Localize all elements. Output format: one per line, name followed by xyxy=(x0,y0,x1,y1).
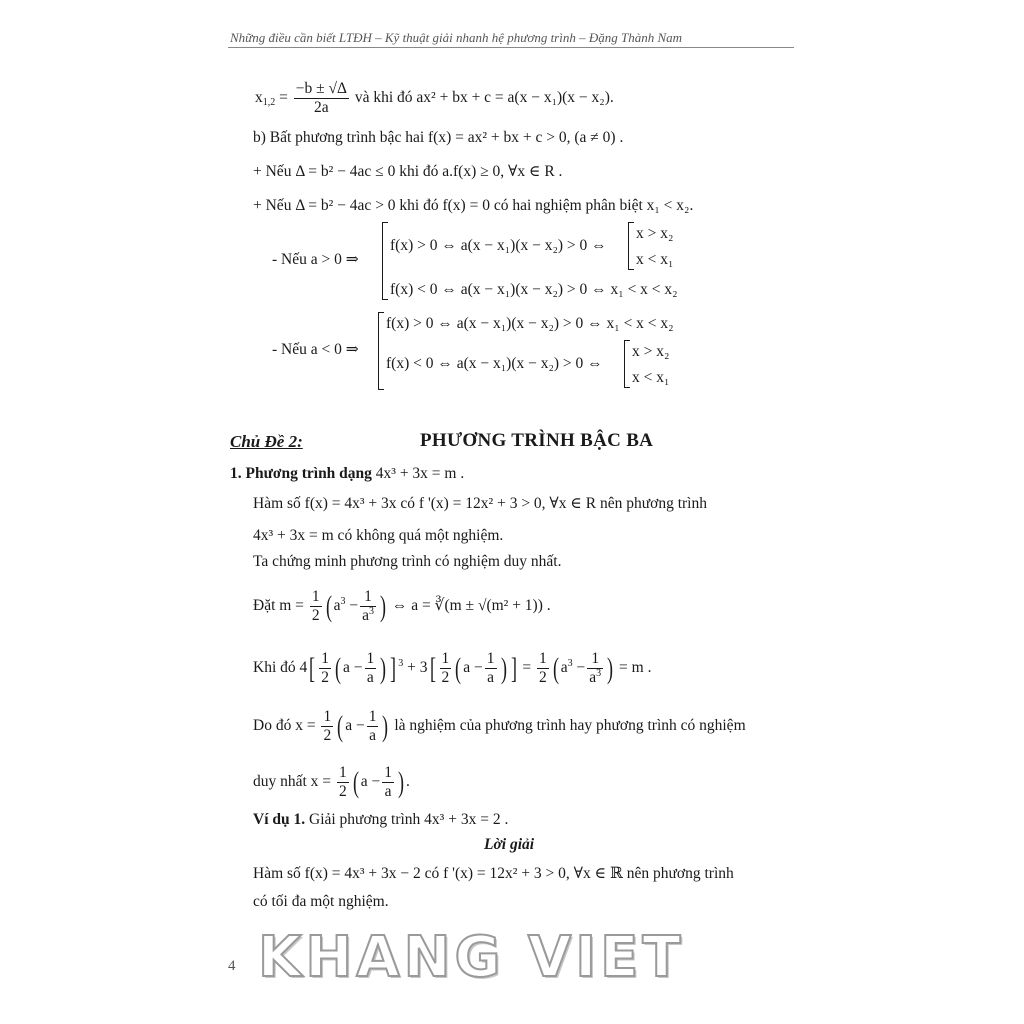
a-negative-bracket xyxy=(378,312,384,390)
verification-prefix: Khi đó xyxy=(253,659,296,677)
a-positive-case2: x < x₁ xyxy=(636,251,674,268)
a-negative-label: - Nếu a < 0 ⇒ xyxy=(272,341,359,358)
roots-numerator: −b ± √Δ xyxy=(295,80,347,97)
a-positive-row1: f(x) > 0 ⇔ a(x − x₁)(x − x₂) > 0 ⇔ xyxy=(390,237,607,254)
unique-solution-prefix: duy nhất x = xyxy=(253,773,332,791)
a-positive-inner-bracket xyxy=(628,222,634,270)
example-label: Ví dụ 1. xyxy=(253,811,306,828)
part1-paragraph3: Ta chứng minh phương trình có nghiệm duy nhất. xyxy=(253,553,562,570)
part1-heading: 1. Phương trình dạng xyxy=(230,465,372,482)
roots-fraction xyxy=(294,80,349,117)
roots-denominator: 2a xyxy=(314,99,329,116)
solution-line1: Hàm số f(x) = 4x³ + 3x − 2 có f '(x) = 12x² + 3 > 0, ∀x ∈ ℝ nên phương trình xyxy=(253,865,734,882)
part1-heading-equation: 4x³ + 3x = m . xyxy=(375,465,465,482)
unique-solution-line: duy nhất x = $\frac{1}{2}$ ( a − $\frac{1}{a}$ ) . xyxy=(253,764,410,800)
conclusion-prefix: Do đó x = xyxy=(253,717,316,735)
publisher-watermark: KHANG VIET xyxy=(258,925,685,990)
substitution-prefix: Đặt m = xyxy=(253,597,304,615)
roots-formula-line xyxy=(255,80,614,117)
section-label: Chủ Đề 2: xyxy=(230,432,303,451)
a-negative-row2: f(x) < 0 ⇔ a(x − x₁)(x − x₂) > 0 ⇔ xyxy=(386,355,603,372)
conclusion-text: là nghiệm của phương trình hay phương trình có nghiệm xyxy=(394,717,746,735)
a-negative-row1: f(x) > 0 ⇔ a(x − x₁)(x − x₂) > 0 ⇔ x₁ < x < x₂ xyxy=(386,315,674,332)
solution-line2: có tối đa một nghiệm. xyxy=(253,893,389,910)
unique-solution-end: . xyxy=(405,773,410,791)
a-positive-label: - Nếu a > 0 ⇒ xyxy=(272,251,359,268)
page-number: 4 xyxy=(228,958,236,974)
part1-heading-line xyxy=(230,464,464,484)
a-negative-inner-bracket xyxy=(624,340,630,388)
case-delta-positive: + Nếu Δ = b² − 4ac > 0 khi đó f(x) = 0 có hai nghiệm phân biệt x₁ < x₂. xyxy=(253,197,694,214)
inverse-cube-fraction: $\frac{1}{a^3}$ xyxy=(362,588,374,624)
a-negative-case1: x > x₂ xyxy=(632,343,670,360)
header-rule xyxy=(228,47,794,48)
solution-title: Lời giải xyxy=(484,836,535,853)
part1-paragraph2: 4x³ + 3x = m có không quá một nghiệm. xyxy=(253,527,504,544)
half-fraction: $\frac{1}{2}$ xyxy=(311,588,320,624)
part1-paragraph1: Hàm số f(x) = 4x³ + 3x có f '(x) = 12x² + 3 > 0, ∀x ∈ R nên phương trình xyxy=(253,495,707,512)
roots-subscript: 1,2 xyxy=(262,97,276,109)
inequality-heading: b) Bất phương trình bậc hai f(x) = ax² + bx + c > 0, (a ≠ 0) . xyxy=(253,129,624,146)
a-positive-bracket xyxy=(382,222,388,300)
a-positive-row2: f(x) < 0 ⇔ a(x − x₁)(x − x₂) > 0 ⇔ x₁ < x < x₂ xyxy=(390,281,678,298)
section-title: PHƯƠNG TRÌNH BẬC BA xyxy=(420,430,654,451)
running-header: Những điều cần biết LTĐH – Kỹ thuật giải nhanh hệ phương trình – Đặng Thành Nam xyxy=(230,30,683,45)
verification-result: = m . xyxy=(619,659,652,677)
case-delta-nonpositive: + Nếu Δ = b² − 4ac ≤ 0 khi đó a.f(x) ≥ 0, ∀x ∈ R . xyxy=(253,163,563,180)
a-negative-case2: x < x₁ xyxy=(632,369,670,386)
substitution-result: ⇔ a = ∛(m ± √(m² + 1)) . xyxy=(391,597,551,615)
roots-factorization: và khi đó ax² + bx + c = a(x − x₁)(x − x₂). xyxy=(354,89,614,107)
roots-symbol: x xyxy=(255,89,263,107)
verification-line: Khi đó 4[ $\frac{1}{2}$ ( a − $\frac{1}{a}$ ) ] $^3$ + 3[ $\frac{1}{2}$ ( a − $\frac{1}{a}$ ) ] = $\frac{1}{2}$ ( $a^3$ − $\frac{1}{a^3}$ ) = m . xyxy=(253,650,652,686)
example-line xyxy=(253,810,508,830)
roots-eq: = xyxy=(275,89,292,107)
conclusion-line: Do đó x = $\frac{1}{2}$ ( a − $\frac{1}{a}$ ) là nghiệm của phương trình hay phương trình có nghiệm xyxy=(253,708,746,744)
substitution-line: Đặt m = $\frac{1}{2}$ ( $a^3$ − $\frac{1}{a^3}$ ) ⇔ a = ∛(m ± √(m² + 1)) . xyxy=(253,588,551,624)
a-positive-case1: x > x₂ xyxy=(636,225,674,242)
example-text: Giải phương trình 4x³ + 3x = 2 . xyxy=(305,811,509,828)
